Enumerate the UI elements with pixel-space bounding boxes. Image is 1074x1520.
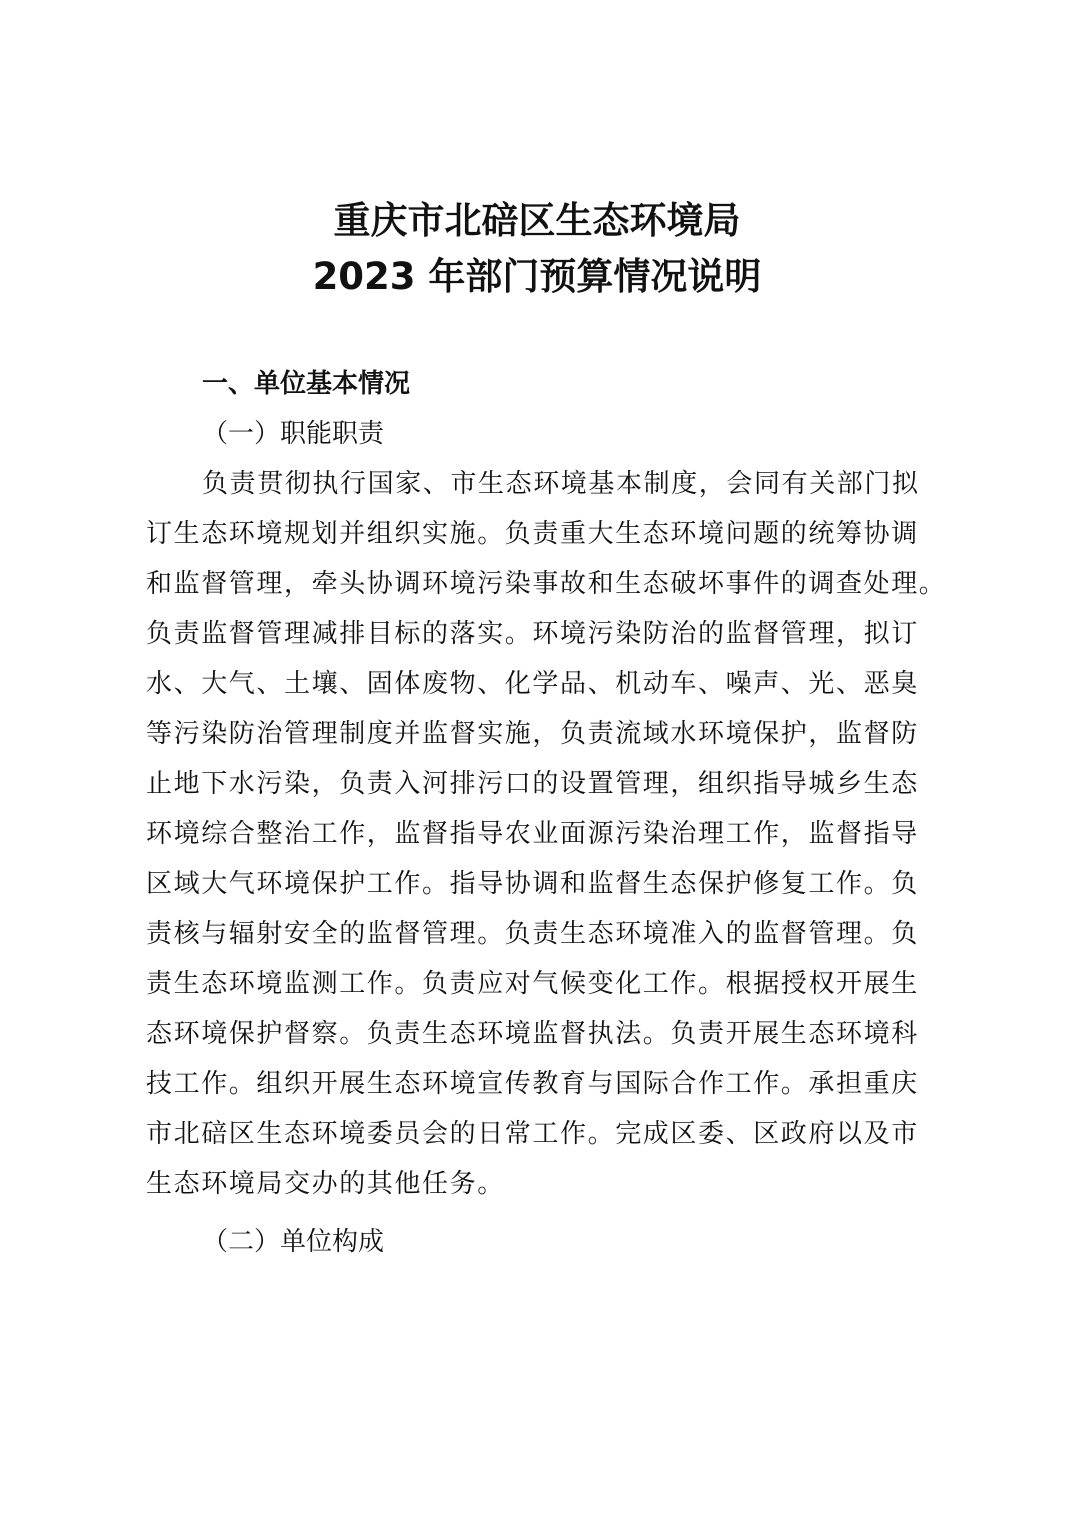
paragraph-line: 止地下水污染，负责入河排污口的设置管理，组织指导城乡生态 <box>146 769 919 799</box>
paragraph-line: 负责贯彻执行国家、市生态环境基本制度，会同有关部门拟 <box>202 469 920 499</box>
paragraph-line: 责生态环境监测工作。负责应对气候变化工作。根据授权开展生 <box>146 969 919 999</box>
paragraph-line: 责核与辐射安全的监督管理。负责生态环境准入的监督管理。负 <box>146 919 919 949</box>
subsection-heading-composition: （二）单位构成 <box>202 1227 385 1257</box>
paragraph-line: 市北碚区生态环境委员会的日常工作。完成区委、区政府以及市 <box>146 1119 919 1149</box>
paragraph-line: 水、大气、土壤、固体废物、化学品、机动车、噪声、光、恶臭 <box>146 669 919 699</box>
paragraph-line: 生态环境局交办的其他任务。 <box>146 1169 505 1199</box>
paragraph-line: 环境综合整治工作，监督指导农业面源污染治理工作，监督指导 <box>146 819 919 849</box>
paragraph-line: 负责监督管理减排目标的落实。环境污染防治的监督管理，拟订 <box>146 619 919 649</box>
document-title-line-1: 重庆市北碚区生态环境局 <box>333 199 741 242</box>
subsection-heading-functions: （一）职能职责 <box>202 419 385 449</box>
paragraph-line: 态环境保护督察。负责生态环境监督执法。负责开展生态环境科 <box>146 1019 919 1049</box>
paragraph-line: 区域大气环境保护工作。指导协调和监督生态保护修复工作。负 <box>146 869 919 899</box>
paragraph-line: 和监督管理，牵头协调环境污染事故和生态破坏事件的调查处理。 <box>146 569 947 599</box>
section-heading-basic-info: 一、单位基本情况 <box>202 369 411 399</box>
paragraph-line: 等污染防治管理制度并监督实施，负责流域水环境保护，监督防 <box>146 719 919 749</box>
document-title-line-2: 2023 年部门预算情况说明 <box>312 255 762 298</box>
paragraph-line: 订生态环境规划并组织实施。负责重大生态环境问题的统筹协调 <box>146 519 919 549</box>
paragraph-line: 技工作。组织开展生态环境宣传教育与国际合作工作。承担重庆 <box>146 1069 919 1099</box>
